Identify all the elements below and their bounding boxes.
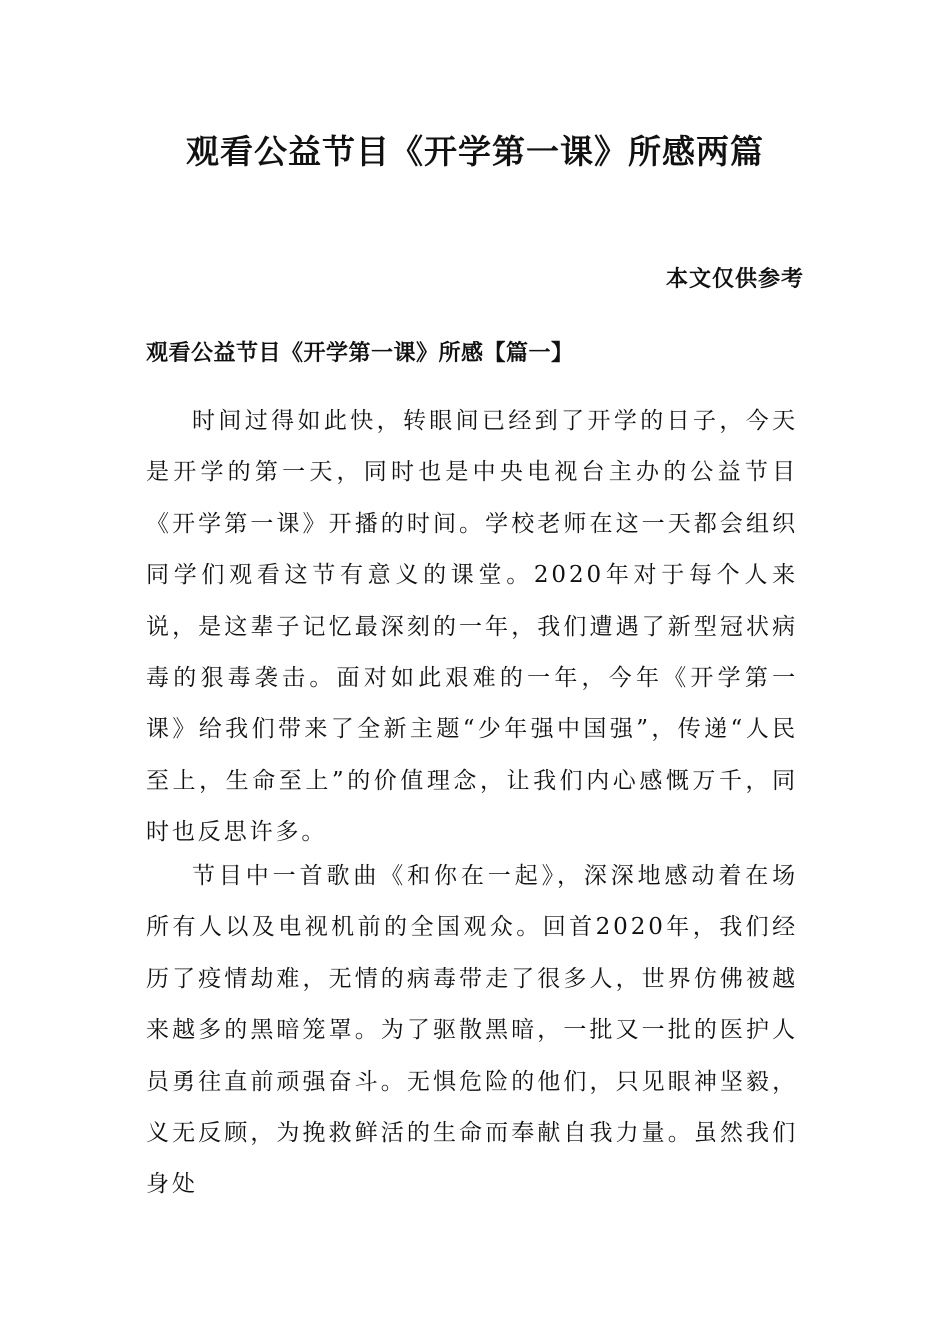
section-heading: 观看公益节目《开学第一课》所感【篇一】 <box>146 340 574 366</box>
body-paragraph: 节目中一首歌曲《和你在一起》，深深地感动着在场所有人以及电视机前的全国观众。回首2020年，我们经历了疫情劫难，无情的病毒带走了很多人，世界仿佛被越来越多的黑暗笼罩。为了驱散黑暗，一批又一批的医护人员勇往直前顽强奋斗。无惧危险的他们，只见眼神坚毅，义无反顾，为挽救鲜活的生命而奉献自我力量。虽然我们身处 <box>146 863 798 1198</box>
page-title: 观看公益节目《开学第一课》所感两篇 <box>186 132 764 171</box>
body-paragraph: 时间过得如此快，转眼间已经到了开学的日子，今天是开学的第一天，同时也是中央电视台主办的公益节目《开学第一课》开播的时间。学校老师在这一天都会组织同学们观看这节有意义的课堂。2020年对于每个人来说，是这辈子记忆最深刻的一年，我们遭遇了新型冠状病毒的狠毒袭击。面对如此艰难的一年，今年《开学第一课》给我们带来了全新主题“少年强中国强”，传递“人民至上，生命至上”的价值理念，让我们内心感慨万千，同时也反思许多。 <box>146 408 798 846</box>
disclaimer-note: 本文仅供参考 <box>665 266 804 292</box>
